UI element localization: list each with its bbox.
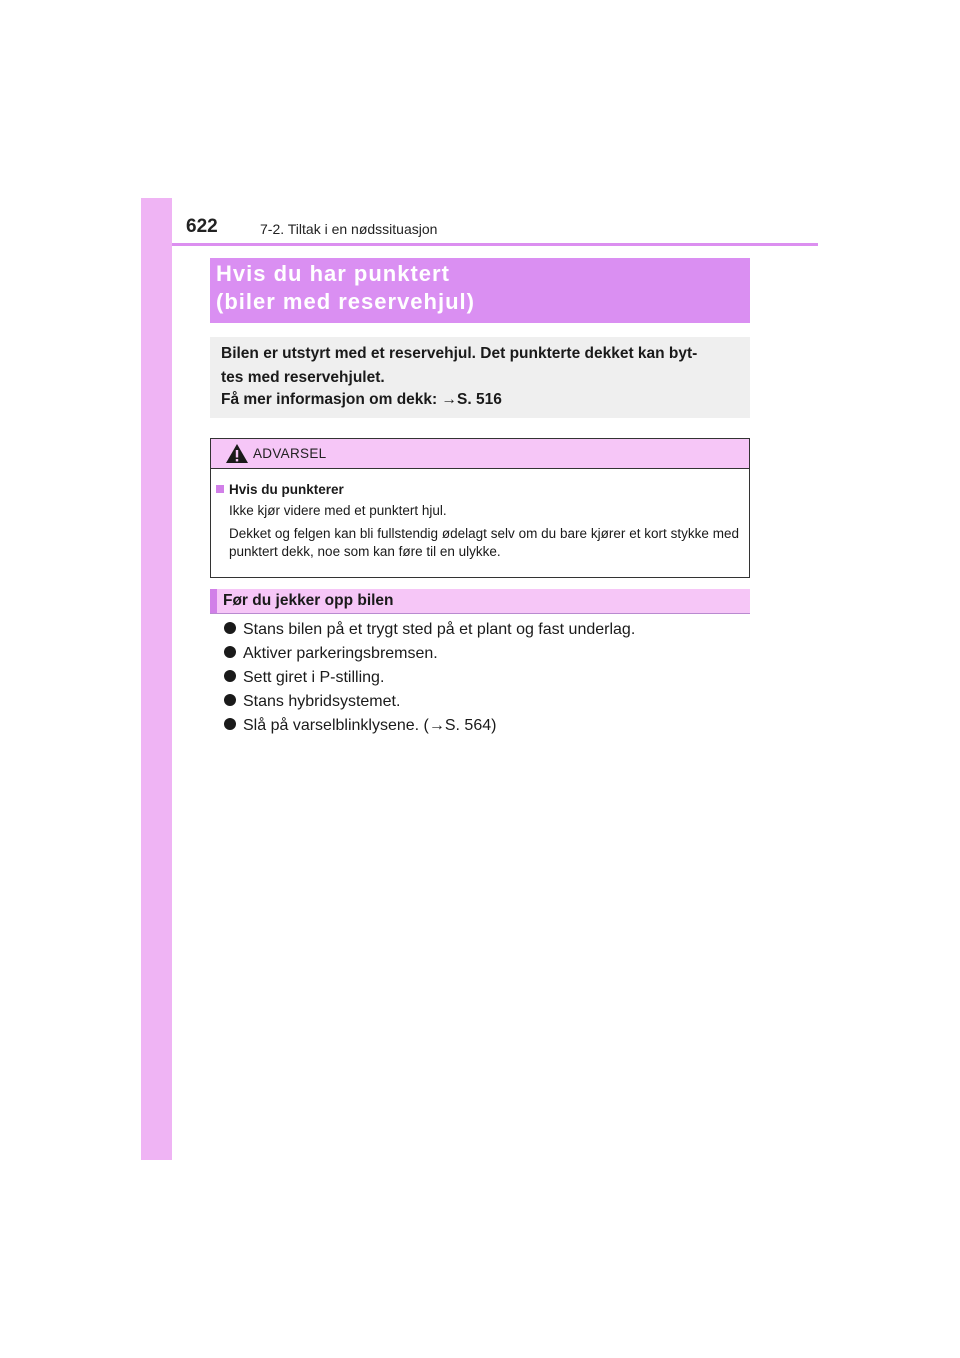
bullet-icon: [224, 718, 236, 730]
chapter-side-strip: [141, 198, 172, 1160]
warning-header: [211, 439, 749, 469]
subsection-heading: [210, 589, 750, 614]
step-text: Sett giret i P-stilling.: [243, 669, 385, 686]
warning-triangle-icon: [225, 443, 249, 464]
warning-subtitle: [216, 482, 344, 497]
step-text: Stans hybridsystemet.: [243, 693, 401, 710]
warning-label: ADVARSEL: [253, 446, 327, 461]
page-number: 622: [186, 216, 218, 237]
header-rule: [172, 243, 818, 246]
warning-subtitle-text: Hvis du punkterer: [229, 482, 344, 497]
warning-text-1: Ikke kjør videre med et punktert hjul.: [229, 503, 447, 518]
step-text: Slå på varselblinklysene. (→S. 564): [243, 717, 497, 734]
step-text: Stans bilen på et trygt sted på et plant og fast underlag.: [243, 621, 636, 638]
section-title-box: [210, 258, 750, 323]
bullet-icon: [224, 670, 236, 682]
step-item: [224, 621, 635, 639]
bullet-icon: [224, 646, 236, 658]
step-item: [224, 669, 384, 687]
intro-line-2: tes med reservehjulet.: [221, 369, 385, 386]
intro-line-1: Bilen er utstyrt med et reservehjul. Det punkterte dekket kan byt-: [221, 345, 698, 362]
subsection-heading-text: Før du jekker opp bilen: [223, 592, 394, 609]
step-item: [224, 693, 400, 711]
subsection-heading-bar: [210, 589, 217, 613]
bullet-icon: [224, 694, 236, 706]
step-text: Aktiver parkeringsbremsen.: [243, 645, 438, 662]
intro-line-3: Få mer informasjon om dekk: →S. 516: [221, 391, 502, 408]
step-item: [224, 645, 438, 663]
section-title-line-2: (biler med reservehjul): [216, 289, 475, 314]
square-bullet-icon: [216, 485, 224, 493]
chapter-title: 7-2. Tiltak i en nødssituasjon: [260, 221, 438, 237]
step-item: [224, 717, 496, 735]
warning-text-2: Dekket og felgen kan bli fullstendig ødelagt selv om du bare kjører et kort stykke med punktert dekk, noe som kan føre til en ulykke.: [229, 526, 739, 559]
warning-box: [210, 438, 750, 578]
section-title-line-1: Hvis du har punktert: [216, 261, 450, 286]
intro-box: [210, 337, 750, 418]
bullet-icon: [224, 622, 236, 634]
